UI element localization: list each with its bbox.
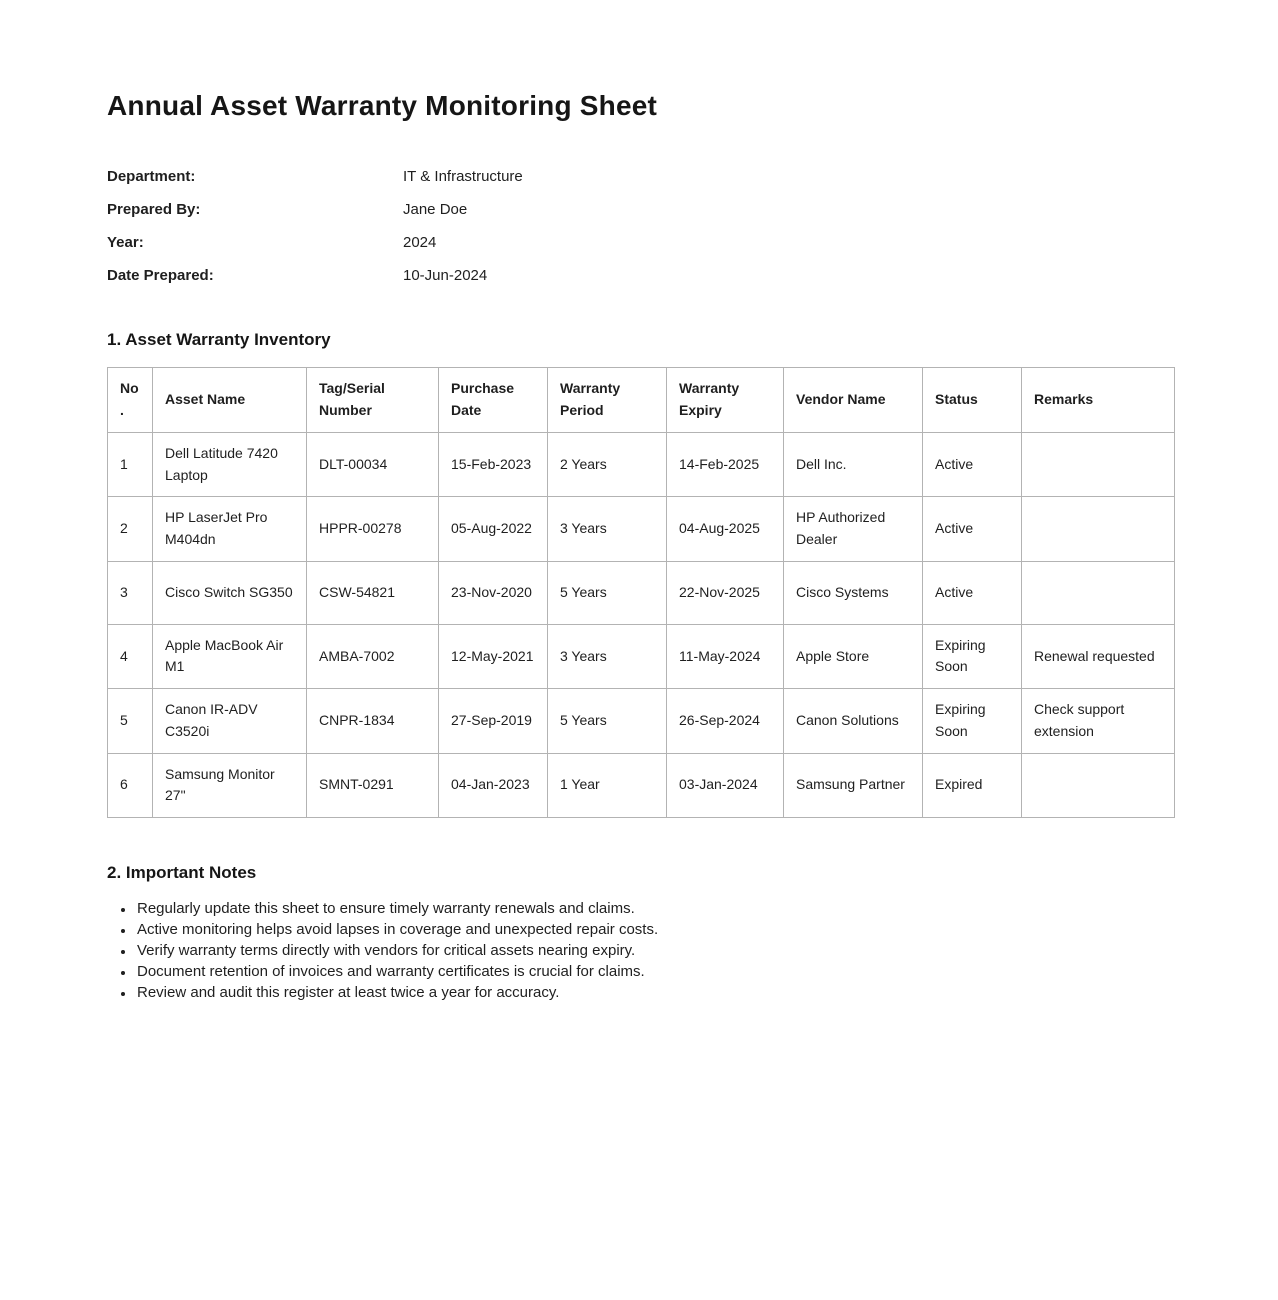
cell-purchase-date: 04-Jan-2023 <box>439 753 548 817</box>
cell-status: Expiring Soon <box>923 624 1022 688</box>
cell-remarks: Renewal requested <box>1022 624 1175 688</box>
cell-asset-name: Canon IR-ADV C3520i <box>153 689 307 753</box>
col-header-warranty-period: Warranty Period <box>548 368 667 433</box>
notes-section-heading: 2. Important Notes <box>107 862 257 882</box>
prepared-by-label: Prepared By: <box>107 201 201 218</box>
cell-vendor-name: Samsung Partner <box>784 753 923 817</box>
cell-status: Active <box>923 561 1022 624</box>
note-item: • Verify warranty terms directly with vendors for critical assets nearing expiry. <box>135 940 1172 961</box>
cell-no: 4 <box>108 624 153 688</box>
cell-warranty-expiry: 04-Aug-2025 <box>667 497 784 561</box>
cell-status: Expired <box>923 753 1022 817</box>
note-item: • Document retention of invoices and warranty certificates is crucial for claims. <box>135 961 1172 982</box>
cell-vendor-name: Dell Inc. <box>784 433 923 497</box>
table-row <box>108 624 1175 688</box>
cell-asset-name: Dell Latitude 7420 Laptop <box>153 433 307 497</box>
cell-warranty-expiry: 03-Jan-2024 <box>667 753 784 817</box>
cell-remarks <box>1022 561 1175 624</box>
important-notes-list <box>107 898 1172 1003</box>
table-header-row <box>108 368 1175 433</box>
cell-status: Expiring Soon <box>923 689 1022 753</box>
cell-no: 6 <box>108 753 153 817</box>
note-item: • Review and audit this register at least twice a year for accuracy. <box>135 982 1172 1003</box>
cell-warranty-expiry: 22-Nov-2025 <box>667 561 784 624</box>
cell-warranty-expiry: 11-May-2024 <box>667 624 784 688</box>
cell-asset-name: Apple MacBook Air M1 <box>153 624 307 688</box>
cell-purchase-date: 15-Feb-2023 <box>439 433 548 497</box>
cell-no: 2 <box>108 497 153 561</box>
cell-asset-name: Cisco Switch SG350 <box>153 561 307 624</box>
cell-no: 1 <box>108 433 153 497</box>
col-header-no: No. <box>108 368 153 433</box>
cell-warranty-expiry: 26-Sep-2024 <box>667 689 784 753</box>
cell-vendor-name: Cisco Systems <box>784 561 923 624</box>
cell-warranty-period: 2 Years <box>548 433 667 497</box>
cell-asset-name: HP LaserJet Pro M404dn <box>153 497 307 561</box>
col-header-remarks: Remarks <box>1022 368 1175 433</box>
table-row <box>108 497 1175 561</box>
asset-warranty-table <box>107 367 1175 818</box>
col-header-vendor-name: Vendor Name <box>784 368 923 433</box>
cell-warranty-period: 5 Years <box>548 561 667 624</box>
cell-warranty-expiry: 14-Feb-2025 <box>667 433 784 497</box>
cell-warranty-period: 5 Years <box>548 689 667 753</box>
cell-tag-serial: HPPR-00278 <box>307 497 439 561</box>
col-header-warranty-expiry: Warranty Expiry <box>667 368 784 433</box>
cell-vendor-name: Apple Store <box>784 624 923 688</box>
cell-warranty-period: 1 Year <box>548 753 667 817</box>
note-item: • Regularly update this sheet to ensure timely warranty renewals and claims. <box>135 898 1172 919</box>
prepared-by-value: Jane Doe <box>403 201 468 218</box>
note-item: • Active monitoring helps avoid lapses in coverage and unexpected repair costs. <box>135 919 1172 940</box>
cell-status: Active <box>923 433 1022 497</box>
cell-tag-serial: CNPR-1834 <box>307 689 439 753</box>
cell-tag-serial: DLT-00034 <box>307 433 439 497</box>
table-row <box>108 689 1175 753</box>
cell-remarks <box>1022 753 1175 817</box>
table-row <box>108 561 1175 624</box>
col-header-asset-name: Asset Name <box>153 368 307 433</box>
cell-no: 5 <box>108 689 153 753</box>
col-header-purchase-date: Purchase Date <box>439 368 548 433</box>
department-value: IT & Infrastructure <box>403 168 523 185</box>
table-row <box>108 433 1175 497</box>
document-metadata <box>107 160 1172 292</box>
table-row <box>108 753 1175 817</box>
cell-remarks <box>1022 497 1175 561</box>
cell-remarks <box>1022 433 1175 497</box>
cell-tag-serial: SMNT-0291 <box>307 753 439 817</box>
date-prepared-value: 10-Jun-2024 <box>403 267 488 284</box>
cell-vendor-name: Canon Solutions <box>784 689 923 753</box>
page-title: Annual Asset Warranty Monitoring Sheet <box>107 90 658 121</box>
col-header-tag-serial: Tag/Serial Number <box>307 368 439 433</box>
cell-purchase-date: 12-May-2021 <box>439 624 548 688</box>
cell-warranty-period: 3 Years <box>548 624 667 688</box>
cell-tag-serial: AMBA-7002 <box>307 624 439 688</box>
cell-purchase-date: 23-Nov-2020 <box>439 561 548 624</box>
cell-tag-serial: CSW-54821 <box>307 561 439 624</box>
cell-warranty-period: 3 Years <box>548 497 667 561</box>
inventory-section-heading: 1. Asset Warranty Inventory <box>107 330 331 349</box>
cell-remarks: Check support extension <box>1022 689 1175 753</box>
year-value: 2024 <box>403 234 437 251</box>
department-label: Department: <box>107 168 196 185</box>
cell-no: 3 <box>108 561 153 624</box>
cell-status: Active <box>923 497 1022 561</box>
col-header-status: Status <box>923 368 1022 433</box>
cell-purchase-date: 05-Aug-2022 <box>439 497 548 561</box>
cell-asset-name: Samsung Monitor 27" <box>153 753 307 817</box>
year-label: Year: <box>107 234 144 251</box>
date-prepared-label: Date Prepared: <box>107 267 214 284</box>
cell-purchase-date: 27-Sep-2019 <box>439 689 548 753</box>
cell-vendor-name: HP Authorized Dealer <box>784 497 923 561</box>
